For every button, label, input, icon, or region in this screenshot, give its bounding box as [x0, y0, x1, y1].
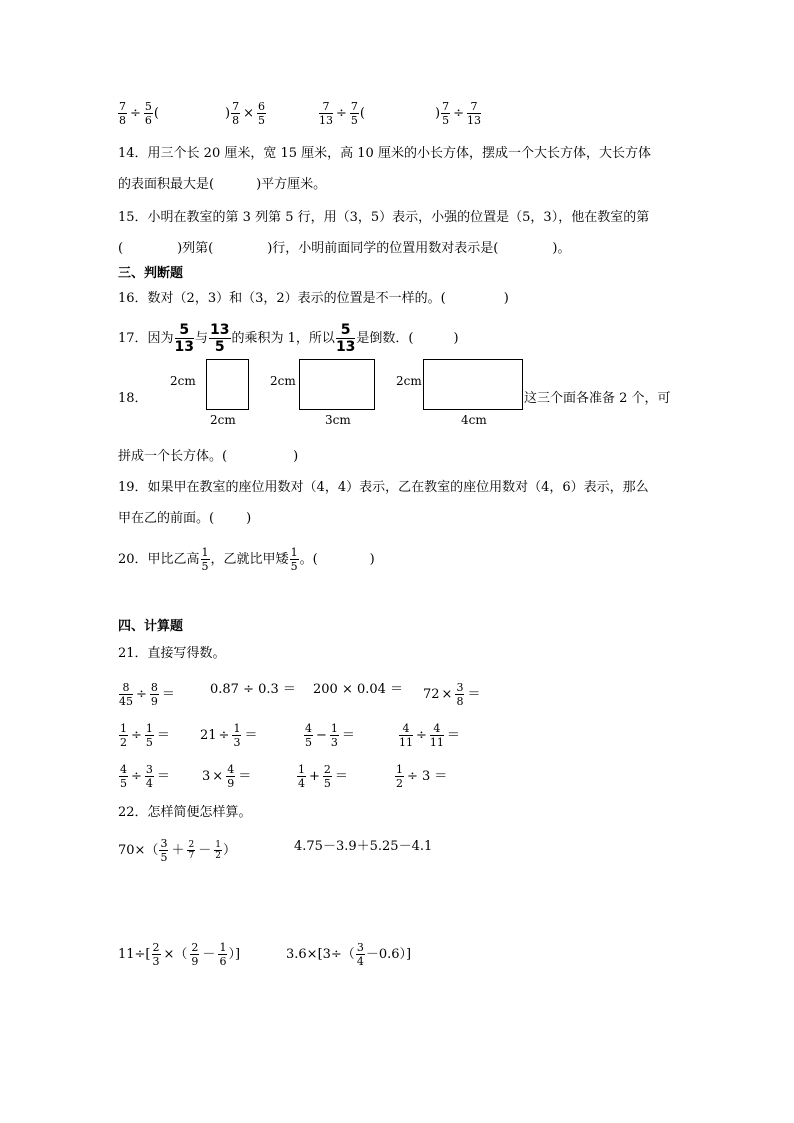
- fraction: [399, 722, 413, 749]
- fraction: [350, 100, 359, 127]
- denominator: 3: [152, 955, 160, 968]
- equals: ＝: [446, 728, 460, 743]
- operator: －: [202, 947, 216, 962]
- fraction: [159, 837, 168, 864]
- q20-text: 20．甲比乙高: [118, 552, 200, 567]
- denominator: 9: [150, 695, 158, 708]
- denominator: 2: [120, 736, 127, 749]
- expr-text: －0.6）]: [365, 947, 412, 962]
- equals: ＝: [434, 769, 448, 784]
- expr-text: ）: [222, 843, 236, 858]
- calc-item: [200, 722, 259, 749]
- equals: ＝: [156, 769, 170, 784]
- denominator: 5: [214, 339, 225, 355]
- denominator: 13: [174, 339, 195, 355]
- fraction: [395, 763, 404, 790]
- numerator: 4: [399, 722, 413, 736]
- q21-title: 21．直接写得数。: [118, 646, 226, 661]
- fraction: [441, 100, 450, 127]
- operator: ×: [243, 106, 254, 121]
- denominator: 8: [456, 695, 464, 708]
- paren-close: ): [246, 511, 252, 526]
- numerator: 7: [350, 100, 358, 113]
- fraction: [336, 322, 355, 355]
- fraction: [297, 763, 306, 790]
- fraction: [330, 722, 339, 749]
- fraction: [187, 840, 195, 861]
- section-heading: 四、计算题: [118, 619, 184, 634]
- numerator: 3: [356, 941, 364, 954]
- fraction: [152, 941, 161, 968]
- rect-height-label: 2cm: [396, 374, 422, 388]
- q14-suffix: )平方厘米。: [256, 177, 327, 192]
- numerator: 4: [305, 722, 312, 735]
- equals: ＝: [467, 687, 481, 702]
- calc-item: [118, 722, 172, 749]
- fraction: [226, 763, 235, 790]
- rect-width-label: 3cm: [325, 413, 351, 427]
- fraction: [119, 722, 128, 749]
- rect-height-label: 2cm: [170, 374, 196, 388]
- operator: ÷: [136, 687, 147, 702]
- numerator: 1: [298, 763, 305, 776]
- fraction: [119, 763, 128, 790]
- q13-line-right: [318, 100, 482, 127]
- numerator: 1: [215, 840, 221, 850]
- q18-text: 拼成一个长方体。(: [118, 449, 228, 464]
- numerator: 3: [456, 681, 464, 694]
- calc-item: [118, 763, 172, 790]
- fraction: [209, 322, 230, 355]
- fraction: [175, 322, 194, 355]
- q14-line2: [118, 176, 326, 194]
- operator: ×: [441, 687, 453, 702]
- numerator: 2: [323, 763, 331, 776]
- denominator: 5: [290, 560, 298, 573]
- q17-text: 是倒数．(: [356, 331, 414, 346]
- numerator: 8: [119, 681, 133, 695]
- denominator: 6: [219, 955, 227, 968]
- q17-text: 与: [195, 331, 209, 346]
- fraction: [145, 722, 154, 749]
- q18-tail: 这三个面各准备 2 个，可: [524, 391, 671, 406]
- numerator: 5: [144, 100, 152, 113]
- rectangle-2x3: [299, 359, 375, 410]
- q16: [118, 290, 509, 308]
- q15-text: )行，小明前面同学的位置用数对表示是(: [267, 241, 499, 256]
- calc-item: [394, 763, 449, 790]
- operator: −: [316, 728, 327, 743]
- denominator: 4: [356, 955, 364, 968]
- denominator: 5: [145, 736, 153, 749]
- operator: ÷: [453, 106, 464, 121]
- simplify-expression: 4.75－3.9＋5.25－4.1: [294, 839, 433, 854]
- fraction: [150, 681, 159, 708]
- fraction: [214, 840, 222, 861]
- denominator: 13: [466, 114, 481, 127]
- fraction: [467, 100, 481, 127]
- operator: ÷: [336, 106, 347, 121]
- numerator: 1: [120, 722, 127, 735]
- q15-line2: [118, 240, 570, 258]
- paren-close: ): [224, 106, 231, 121]
- denominator: 5: [305, 736, 312, 749]
- numerator: 1: [233, 722, 241, 735]
- denominator: 5: [257, 114, 265, 127]
- denominator: 4: [298, 777, 305, 790]
- fraction: [257, 100, 266, 127]
- q13-line: [117, 100, 267, 127]
- operator: ÷: [218, 728, 230, 743]
- calc-item: [423, 681, 482, 708]
- paren-close: ): [369, 552, 375, 567]
- numerator: 2: [152, 941, 160, 954]
- denominator: 11: [429, 736, 444, 749]
- denominator: 8: [232, 114, 240, 127]
- paren-open: (: [118, 241, 124, 256]
- section-heading: 三、判断题: [118, 266, 184, 281]
- operator: ÷: [131, 728, 142, 743]
- q19-line2: [118, 510, 251, 528]
- paren-open: (: [359, 106, 365, 121]
- fraction: [201, 546, 210, 573]
- numerator: 1: [330, 722, 338, 735]
- numerator: 7: [319, 100, 333, 114]
- denominator: 3: [330, 736, 338, 749]
- operator: ×（: [163, 947, 188, 962]
- equals: ＝: [244, 728, 258, 743]
- rect-width-label: 4cm: [461, 413, 487, 427]
- equals: ＝: [341, 728, 355, 743]
- fraction: [218, 941, 227, 968]
- rectangle-2x2: [206, 359, 249, 410]
- equals: ＝: [334, 769, 348, 784]
- q14-prefix: 的表面积最大是(: [118, 177, 215, 192]
- calc-item: 0.87 ÷ 0.3 ＝: [210, 682, 296, 697]
- q22-title: 22．怎样简便怎样算。: [118, 805, 252, 820]
- whole-number: 3: [202, 769, 211, 784]
- q18-number: 18．: [118, 391, 148, 406]
- numerator: 1: [219, 941, 227, 954]
- q20-text: 。(: [299, 552, 318, 567]
- calc-item: [202, 763, 253, 790]
- expr-text: 11÷[: [118, 947, 151, 962]
- q15-text: )列第(: [177, 241, 214, 256]
- denominator: 5: [201, 560, 209, 573]
- numerator: 4: [120, 763, 127, 776]
- denominator: 8: [119, 114, 126, 127]
- denominator: 6: [144, 114, 152, 127]
- numerator: 4: [227, 763, 235, 776]
- operator: ÷ 3: [407, 769, 431, 784]
- denominator: 5: [323, 777, 331, 790]
- equals: ＝: [156, 728, 170, 743]
- q20-text: ，乙就比甲矮: [210, 552, 289, 567]
- fraction: [190, 941, 199, 968]
- q18-line2: [118, 448, 298, 466]
- rectangle-2x4: [423, 359, 523, 410]
- fraction: [304, 722, 313, 749]
- q19-text: 甲在乙的前面。(: [118, 511, 215, 526]
- simplify-expression: [118, 837, 236, 864]
- calc-item: [118, 681, 177, 708]
- denominator: 9: [191, 955, 199, 968]
- numerator: 5: [175, 322, 194, 339]
- operator: ÷: [130, 106, 141, 121]
- fraction: [290, 546, 299, 573]
- q19-line1: 19．如果甲在教室的座位用数对（4，4）表示，乙在教室的座位用数对（4，6）表示，那么: [118, 480, 649, 495]
- rect-width-label: 2cm: [210, 413, 236, 427]
- numerator: 1: [396, 763, 403, 776]
- denominator: 5: [442, 114, 450, 127]
- numerator: 1: [145, 722, 153, 735]
- expr-text: ）]: [228, 947, 241, 962]
- q16-text: 16．数对（2，3）和（3，2）表示的位置是不一样的。(: [118, 291, 446, 306]
- expr-text: 70×（: [118, 843, 159, 858]
- denominator: 11: [399, 736, 413, 749]
- q14-line1: 14．用三个长 20 厘米，宽 15 厘米，高 10 厘米的小长方体，摆成一个大长方体，大长方体: [118, 146, 651, 161]
- operator: ×: [212, 769, 224, 784]
- whole-number: 72: [423, 687, 440, 702]
- numerator: 3: [145, 763, 153, 776]
- denominator: 13: [335, 339, 356, 355]
- calc-item: [296, 763, 350, 790]
- numerator: 2: [191, 941, 199, 954]
- numerator: 13: [210, 322, 230, 338]
- denominator: 2: [396, 777, 403, 790]
- denominator: 13: [319, 114, 333, 127]
- numerator: 3: [160, 837, 168, 850]
- operator: ÷: [131, 769, 142, 784]
- simplify-expression: [286, 941, 411, 968]
- fraction: [430, 722, 444, 749]
- numerator: 4: [430, 722, 444, 736]
- operator: －: [198, 843, 212, 858]
- equals: ＝: [238, 769, 252, 784]
- paren-open: (: [153, 106, 159, 121]
- fraction: [232, 722, 241, 749]
- q15-text: )。: [552, 241, 571, 256]
- fraction: [323, 763, 332, 790]
- paren-close: ): [503, 291, 509, 306]
- q17-text: 17．因为: [118, 331, 174, 346]
- numerator: 1: [290, 546, 298, 559]
- paren-close: ): [293, 449, 299, 464]
- calc-item: [303, 722, 357, 749]
- whole-number: 21: [200, 728, 217, 743]
- denominator: 5: [120, 777, 127, 790]
- expr-text: 3.6×[3÷（: [286, 947, 355, 962]
- fraction: [455, 681, 464, 708]
- equals: ＝: [161, 687, 175, 702]
- fraction: [231, 100, 240, 127]
- numerator: 8: [150, 681, 158, 694]
- fraction: [145, 763, 154, 790]
- numerator: 5: [336, 322, 355, 339]
- denominator: 5: [160, 851, 168, 864]
- paren-close: ): [453, 331, 459, 346]
- q15-line1: 15．小明在教室的第 3 列第 5 行，用（3，5）表示，小强的位置是（5，3），他在教室的第: [118, 210, 650, 225]
- fraction: [119, 681, 133, 708]
- denominator: 7: [188, 851, 195, 861]
- denominator: 2: [215, 851, 221, 861]
- numerator: 7: [467, 100, 481, 114]
- q20: [118, 546, 375, 573]
- numerator: 7: [119, 100, 126, 113]
- fraction: [319, 100, 333, 127]
- operator: ＋: [171, 843, 185, 858]
- denominator: 9: [227, 777, 235, 790]
- denominator: 4: [145, 777, 153, 790]
- numerator: 2: [188, 840, 195, 850]
- fraction: [118, 100, 127, 127]
- denominator: 5: [350, 114, 358, 127]
- q17: [118, 322, 459, 355]
- paren-close: ): [434, 106, 441, 121]
- fraction: [144, 100, 153, 127]
- fraction: [356, 941, 365, 968]
- calc-item: [398, 722, 462, 749]
- simplify-expression: [118, 941, 240, 968]
- calc-item: 200 × 0.04 ＝: [313, 682, 404, 697]
- q17-text: 的乘积为 1，所以: [231, 331, 335, 346]
- numerator: 7: [442, 100, 450, 113]
- numerator: 6: [257, 100, 265, 113]
- denominator: 45: [119, 695, 133, 708]
- numerator: 7: [232, 100, 240, 113]
- denominator: 3: [233, 736, 241, 749]
- operator: +: [309, 769, 320, 784]
- rect-height-label: 2cm: [270, 374, 296, 388]
- operator: ÷: [416, 728, 427, 743]
- numerator: 1: [201, 546, 209, 559]
